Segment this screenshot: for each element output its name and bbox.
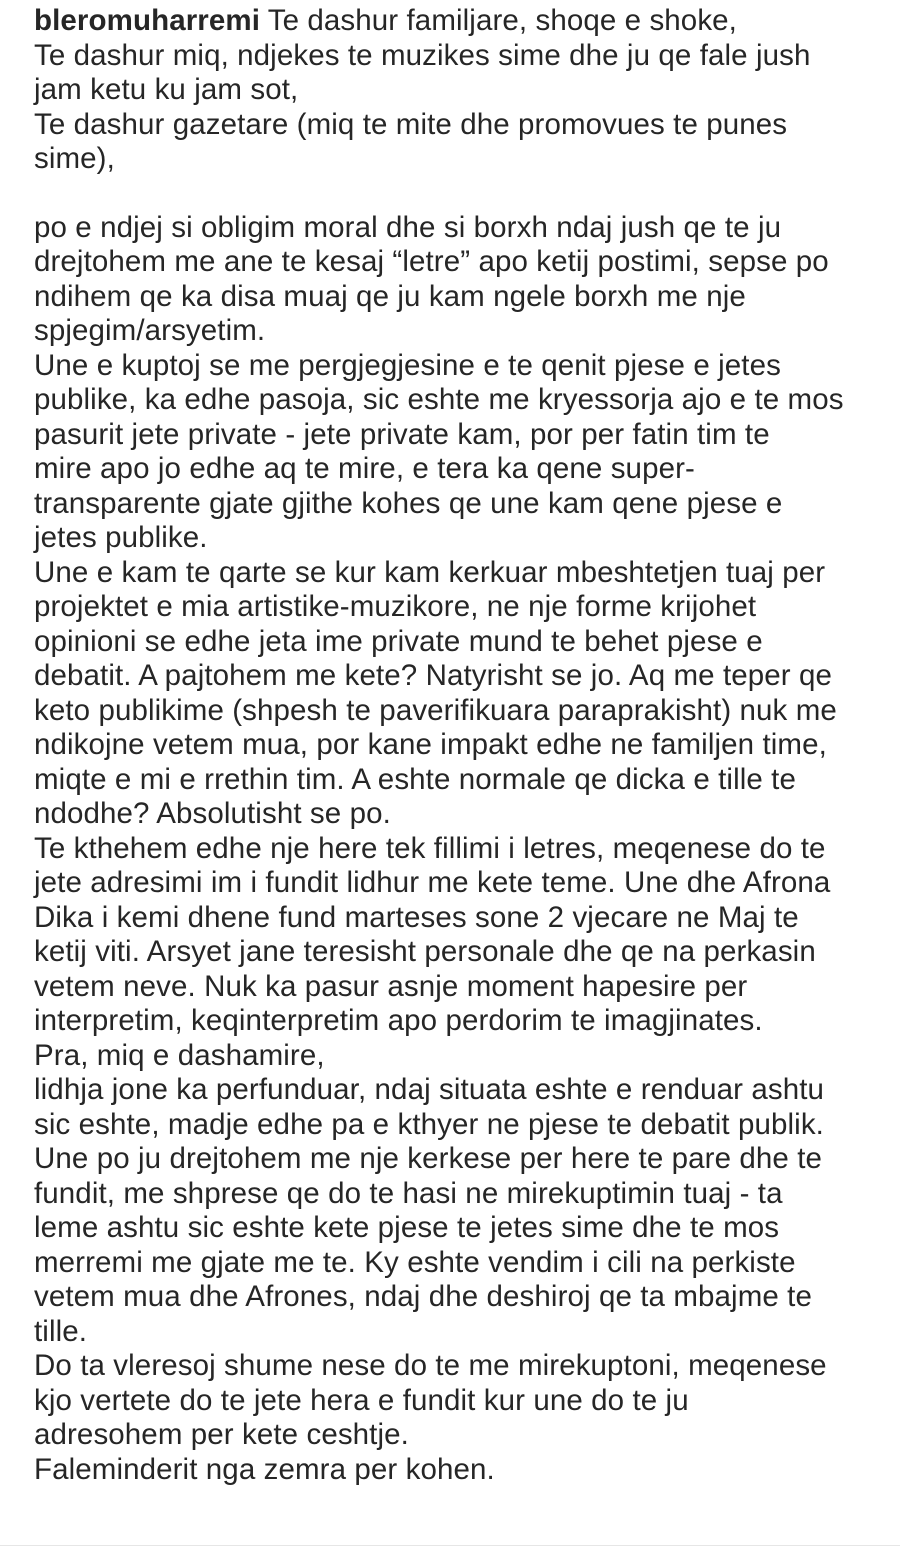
caption-blank-line xyxy=(34,177,874,211)
caption-paragraph-9: Une po ju drejtohem me nje kerkese per here te pare dhe te fundit, me shprese qe do te hasi ne mirekuptimin tuaj - ta leme ashtu sic eshte kete pjese te jetes sime dhe te mos merremi me gjate me te. Ky eshte vendim i cili na perkiste vetem mua dhe Afrones, ndaj dhe deshiroj qe ta mbajme te tille. xyxy=(34,1142,823,1348)
caption-paragraph-3: po e ndjej si obligim moral dhe si borxh ndaj jush qe te ju drejtohem me ane te kesaj “letre” apo ketij postimi, sepse po ndihem qe ka disa muaj qe ju kam ngele borxh me nje spjegim/arsyetim. xyxy=(34,210,829,347)
caption-paragraph-6: Te kthehem edhe nje here tek fillimi i letres, meqenese do te jete adresimi im i fundit lidhur me kete teme. Une dhe Afrona Dika i kemi dhene fund marteses sone 2 vjecare ne Maj te ketij viti. Arsyet jane teresisht personale dhe qe na perkasin vetem neve. Nuk ka pasur asnje moment hapesire per interpretim, keqinterpretim apo perdorim te imagjinates. xyxy=(34,831,831,1037)
caption-paragraph-2: Te dashur gazetare (miq te mite dhe promovues te punes sime), xyxy=(34,107,788,175)
bottom-divider xyxy=(0,1545,900,1546)
caption-first-line-text: Te dashur familjare, shoqe e shoke, xyxy=(267,4,737,37)
caption-paragraph-11: Faleminderit nga zemra per kohen. xyxy=(34,1452,495,1486)
caption-paragraph-4: Une e kuptoj se me pergjegjesine e te qenit pjese e jetes publike, ka edhe pasoja, sic eshte me kryessorja ajo e te mos pasurit jete private - jete private kam, por per fatin tim te mire apo jo edhe aq te mire, e tera ka qene super- transparente gjate gjithe kohes qe une kam qene pjese e jetes publike. xyxy=(34,348,844,554)
caption-first-line xyxy=(34,4,874,39)
username-link[interactable]: bleromuharremi xyxy=(34,4,260,37)
caption-paragraph-10: Do ta vleresoj shume nese do te me mirekuptoni, meqenese kjo vertete do te jete hera e fundit kur une do te ju adresohem per kete ceshtje. xyxy=(34,1349,827,1451)
caption-paragraph-7: Pra, miq e dashamire, xyxy=(34,1038,325,1072)
caption-paragraph-8: lidhja jone ka perfunduar, ndaj situata eshte e renduar ashtu sic eshte, madje edhe pa e kthyer ne pjese te debatit publik. xyxy=(34,1073,825,1141)
caption-paragraph-1: Te dashur miq, ndjekes te muzikes sime dhe ju qe fale jush jam ketu ku jam sot, xyxy=(34,38,811,106)
post-caption xyxy=(34,4,874,1487)
caption-paragraph-5: Une e kam te qarte se kur kam kerkuar mbeshtetjen tuaj per projektet e mia artistike-muzikore, ne nje forme krijohet opinioni se edhe jeta ime private mund te behet pjese e debatit. A pajtohem me kete? Natyrisht se jo. Aq me teper qe keto publikime (shpesh te paverifikuara paraprakisht) nuk me ndikojne vetem mua, por kane impakt edhe ne familjen time, miqte e mi e rrethin tim. A eshte normale qe dicka e tille te ndodhe? Absolutisht se po. xyxy=(34,555,837,830)
